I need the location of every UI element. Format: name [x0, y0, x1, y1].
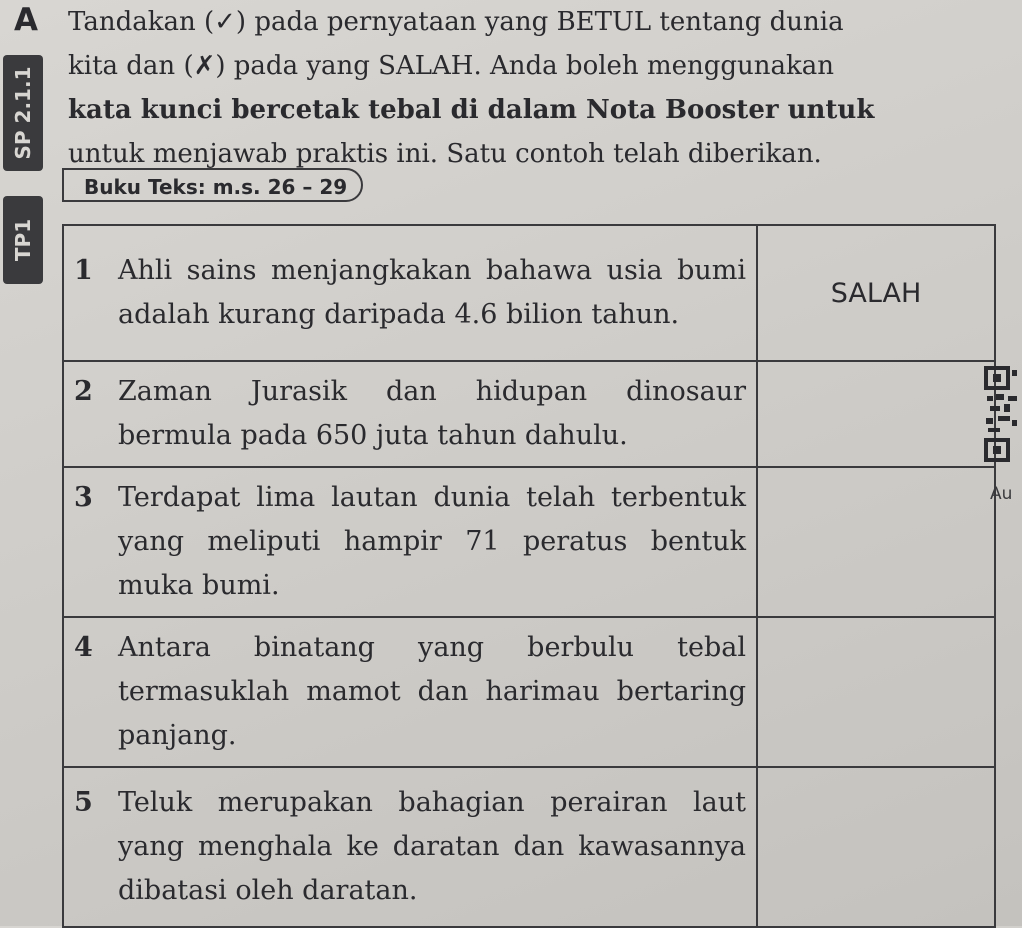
statement-cell [63, 767, 757, 927]
instructions [68, 0, 968, 176]
instruction-line-3: kata kunci bercetak tebal di dalam Nota Booster untuk [68, 95, 875, 125]
statement-text: Terdapat lima lautan dunia telah terbentuk yang meliputi hampir 71 peratus bentuk muka bumi. [118, 482, 746, 601]
qr-code-icon[interactable] [984, 366, 1018, 476]
answer-cell[interactable] [757, 361, 995, 467]
row-number: 2 [74, 376, 93, 407]
table-row [63, 467, 995, 617]
sp-code-label [3, 55, 43, 171]
answer-cell[interactable] [757, 767, 995, 927]
qr-caption: Au [990, 484, 1013, 504]
answer-cell[interactable] [757, 617, 995, 767]
sp-code-text: SP 2.1.1 [11, 66, 35, 160]
section-letter: A [14, 2, 38, 38]
table-row [63, 225, 995, 361]
row-number: 1 [74, 255, 93, 286]
table-row [63, 767, 995, 927]
statement-text: Antara binatang yang berbulu tebal termasuklah mamot dan harimau bertaring panjang. [118, 632, 746, 751]
statement-cell [63, 467, 757, 617]
answer-cell[interactable] [757, 467, 995, 617]
instruction-line-2: kita dan (✗) pada yang SALAH. Anda boleh menggunakan [68, 51, 835, 81]
answer-table [62, 224, 996, 928]
row-number: 3 [74, 482, 93, 513]
statement-cell [63, 361, 757, 467]
row-number: 5 [74, 787, 93, 818]
tp-code-label [3, 196, 43, 284]
statement-cell [63, 617, 757, 767]
tp-code-text: TP1 [11, 218, 35, 262]
statement-text: Teluk merupakan bahagian perairan laut yang menghala ke daratan dan kawasannya dibatasi oleh daratan. [118, 787, 746, 906]
answer-cell[interactable]: SALAH [757, 225, 995, 361]
row-number: 4 [74, 632, 93, 663]
instruction-line-4: untuk menjawab praktis ini. Satu contoh telah diberikan. [68, 139, 822, 169]
statement-text: Ahli sains menjangkakan bahawa usia bumi adalah kurang daripada 4.6 bilion tahun. [118, 255, 746, 330]
textbook-reference: Buku Teks: m.s. 26 – 29 [62, 168, 363, 202]
table-row [63, 361, 995, 467]
statement-cell [63, 225, 757, 361]
instruction-line-1: Tandakan (✓) pada pernyataan yang BETUL tentang dunia [68, 7, 844, 37]
table-row [63, 617, 995, 767]
statement-text: Zaman Jurasik dan hidupan dinosaur bermula pada 650 juta tahun dahulu. [118, 376, 746, 451]
